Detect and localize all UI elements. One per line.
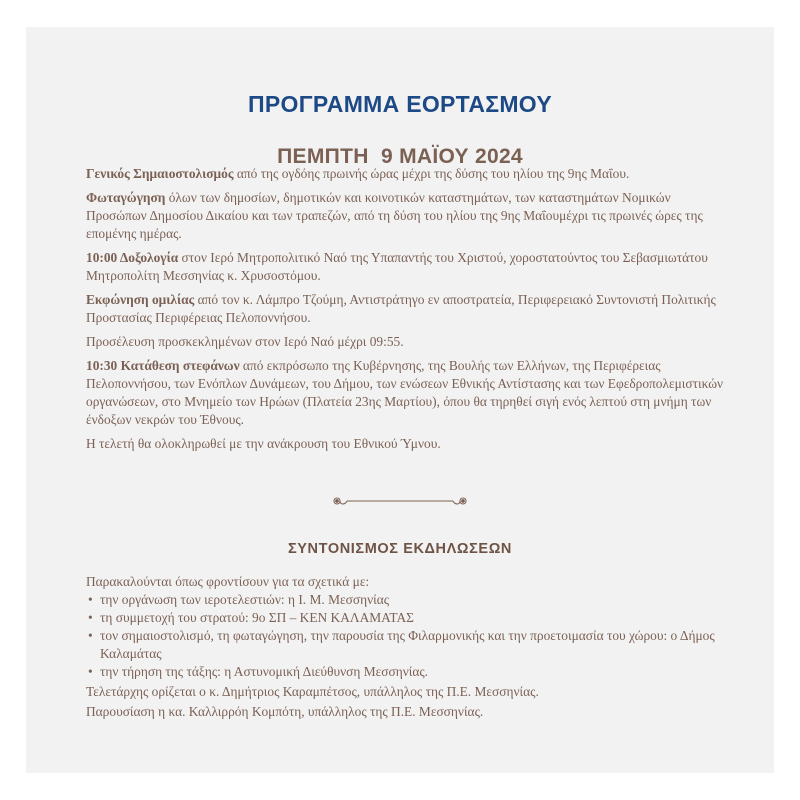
program-item-lead: Εκφώνηση ομιλίας <box>86 292 195 307</box>
closing-line-ceremony-master: Τελετάρχης ορίζεται ο κ. Δημήτριος Καραμπέτσος, υπάλληλος της Π.Ε. Μεσσηνίας. <box>86 684 539 699</box>
list-item: • τη συμμετοχή του στρατού: 9ο ΣΠ – ΚΕΝ ΚΑΛΑΜΑΤΑΣ <box>86 609 726 627</box>
document-title: ΠΡΟΓΡΑΜΜΑ ΕΟΡΤΑΣΜΟΥ <box>247 91 552 117</box>
coordination-section <box>86 573 726 681</box>
program-item <box>86 189 726 243</box>
program-item-text: όλων των δημοσίων, δημοτικών και κοινοτικών καταστημάτων, των καταστημάτων Νομικών Προσώπων Δημοσίου Δικαίου και των τραπεζών, από τη δύση του ηλίου της 9ης Μαΐουμέχρι τις πρωινές ώρες της επομένης ημέρας. <box>86 190 703 241</box>
program-item <box>86 249 726 285</box>
program-item <box>86 165 726 183</box>
program-item <box>86 333 726 351</box>
closing-line-presenter: Παρουσίαση η κα. Καλλιρρόη Κομπότη, υπάλληλος της Π.Ε. Μεσσηνίας. <box>86 704 484 719</box>
ornamental-divider-icon <box>331 493 469 509</box>
closing-section <box>86 683 726 723</box>
list-item: • την τήρηση της τάξης: η Αστυνομική Διεύθυνση Μεσσηνίας. <box>86 663 726 681</box>
coordination-list <box>86 591 726 681</box>
event-date: ΠΕΜΠΤΗ 9 ΜΑΪΟΥ 2024 <box>277 145 523 168</box>
program-item-text: Η τελετή θα ολοκληρωθεί με την ανάκρουση του Εθνικού Ύμνου. <box>86 436 441 451</box>
program-item-text: από της ογδόης πρωινής ώρας μέχρι της δύσης του ηλίου της 9ης Μαΐου. <box>233 166 630 181</box>
program-section <box>86 165 726 459</box>
program-item <box>86 357 726 429</box>
list-item: • τον σημαιοστολισμό, τη φωταγώγηση, την παρουσία της Φιλαρμονικής και την προετοιμασία του χώρου: ο Δήμος Καλαμάτας <box>86 627 726 663</box>
program-item-text: από τον κ. Λάμπρο Τζούμη, Αντιστράτηγο εν αποστρατεία, Περιφερειακό Συντονιστή Πολιτικής Προστασίας Περιφέρειας Πελοποννήσου. <box>86 292 716 325</box>
coordination-title: ΣΥΝΤΟΝΙΣΜΟΣ ΕΚΔΗΛΩΣΕΩΝ <box>287 541 512 557</box>
document-page <box>26 27 774 773</box>
program-item-lead: 10:00 Δοξολογία <box>86 250 179 265</box>
coordination-intro: Παρακαλούνται όπως φροντίσουν για τα σχετικά με: <box>86 574 370 589</box>
program-item-lead: 10:30 Κατάθεση στεφάνων <box>86 358 240 373</box>
program-item-text: από εκπρόσωπο της Κυβέρνησης, της Βουλής των Ελλήνων, της Περιφέρειας Πελοποννήσου, των Ενόπλων Δυνάμεων, του Δήμου, των ενώσεων Εθνικής Αντίστασης και των Εφεδροπολεμιστικών οργανώσεων, στο Μνημείο των Ηρώων (Πλατεία 23ης Μαρτίου), όπου θα τηρηθεί σιγή ενός λεπτού στη μνήμη των ένδοξων νεκρών του Έθνους. <box>86 358 724 427</box>
list-item: • την οργάνωση των ιεροτελεστιών: η Ι. Μ. Μεσσηνίας <box>86 591 726 609</box>
program-item-lead: Γενικός Σημαιοστολισμός <box>86 166 234 181</box>
program-item <box>86 435 726 453</box>
program-item <box>86 291 726 327</box>
program-item-text: στον Ιερό Μητροπολιτικό Ναό της Υπαπαντής του Χριστού, χοροστατούντος του Σεβασμιωτάτου Μητροπολίτη Μεσσηνίας κ. Χρυσοστόμου. <box>86 250 708 283</box>
program-item-text: Προσέλευση προσκεκλημένων στον Ιερό Ναό μέχρι 09:55. <box>86 334 404 349</box>
program-item-lead: Φωταγώγηση <box>86 190 166 205</box>
